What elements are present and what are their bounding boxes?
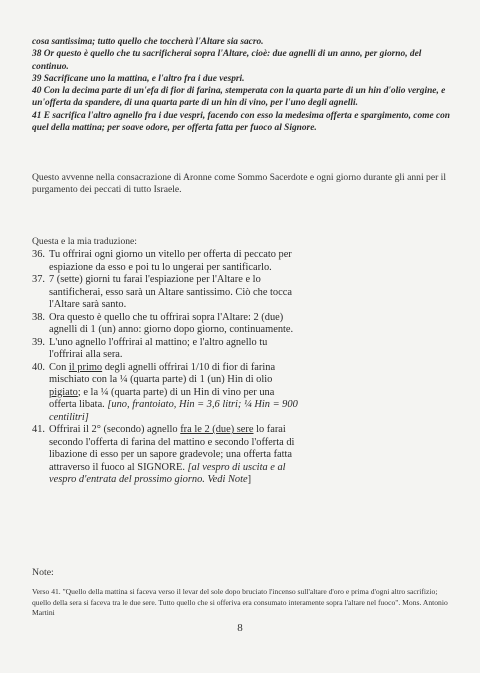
bracket-note: [uno, frantoiato, Hin = 3,6 litri; ¼ Hin = 900 centilitri] (49, 399, 298, 423)
translation-item-36 (32, 249, 302, 274)
underlined-text: pigiato (49, 386, 78, 398)
underlined-text: fra le 2 (due) sere (180, 424, 254, 435)
verse-text-part: Con (49, 361, 69, 373)
translation-item-37 (32, 274, 302, 312)
verse-number: 38. (32, 311, 45, 323)
verse-number: 41. (32, 424, 45, 435)
translation-item-40 (32, 362, 302, 425)
verse-number: 37. (32, 274, 45, 285)
underlined-text: il primo (68, 361, 103, 373)
quote-verse-40: 40 Con la decima parte di un'efa di fior di farina, stemperata con la quarta parte di un hin d'olio vergine, e un'offerta da spandere, di una quarta parte di un hin di vino, per l'uno degli agnelli. (32, 86, 446, 109)
translation-item-38 (32, 312, 302, 337)
translation-item-39 (32, 337, 302, 362)
quote-line: cosa santissima; tutto quello che toccherà l'Altare sia sacro. (32, 37, 264, 47)
intro-paragraph: Questo avvenne nella consacrazione di Aronne come Sommo Sacerdote e ogni giorno durante gli anni per il purgamento dei peccati di tutto Israele. (32, 172, 447, 196)
footnote: Verso 41. "Quello della mattina si faceva verso il levar del sole dopo bruciato l'incenso sull'altare d'oro e prima d'ogni altro sacrifizio; quello della sera si faceva tra le due sere. Tutto quello che si offeriva era consumato interamente sopra l'altare nel fuoco". Mons. Antonio Martini (32, 587, 448, 618)
translation-list (32, 249, 302, 487)
verse-text-part: lo farai secondo l'offerta di farina del mattino e secondo l'offerta di libazione di esso per un sapore gradevole; una offerta fatta attraverso il fuoco al SIGNORE. (49, 424, 295, 473)
page-number: 8 (237, 622, 243, 634)
verse-text: 7 (sette) giorni tu farai l'espiazione per l'Altare e lo santificherai, esso sarà un Altare santissimo. Ciò che tocca l'Altare sarà santo. (49, 274, 292, 310)
scripture-quote (32, 36, 452, 134)
verse-text-part: degli agnelli offrirai 1/10 di fior di farina mischiato con la ¼ (quarta parte) di 1 (un) Hin di olio (49, 361, 276, 385)
verse-text (49, 362, 302, 425)
verse-number: 36. (32, 249, 45, 260)
verse-text: Ora questo è quello che tu offrirai sopra l'Altare: 2 (due) agnelli di 1 (un) anno: giorno dopo giorno, continuamente. (49, 311, 294, 335)
bracket-note: [al vespro di uscita e al vespro d'entrata del prossimo giorno. Vedi Note (49, 461, 286, 485)
verse-text (49, 424, 302, 487)
verse-text-part: ; e la ¼ (quarta parte) di un Hin di vino per una offerta libata. (49, 386, 275, 410)
verse-text: L'uno agnello l'offrirai al mattino; e l'altro agnello tu l'offrirai alla sera. (49, 336, 268, 360)
quote-verse-38: 38 Or questo è quello che tu sacrificherai sopra l'Altare, cioè: due agnelli di un anno, per giorno, del continuo. (32, 49, 422, 72)
verse-number: 39. (32, 336, 45, 348)
verse-text: Tu offrirai ogni giorno un vitello per offerta di peccato per espiazione da esso e poi tu lo ungerai per santificarlo. (49, 249, 292, 273)
bracket-close: ] (247, 474, 252, 485)
quote-verse-39: 39 Sacrificane uno la mattina, e l'altro fra i due vespri. (32, 73, 245, 84)
verse-text-part: Offrirai il 2° (secondo) agnello (49, 424, 181, 435)
translation-item-41 (32, 424, 302, 487)
translation-heading: Questa e la mia traduzione: (32, 236, 137, 247)
quote-verse-41: 41 E sacrifica l'altro agnello fra i due vespri, facendo con esso la medesima offerta e spargimento, come con quel della mattina; per soave odore, per offerta fatta per fuoco al Signore. (32, 110, 451, 134)
note-label: Note: (32, 567, 54, 578)
verse-number: 40. (32, 361, 45, 373)
